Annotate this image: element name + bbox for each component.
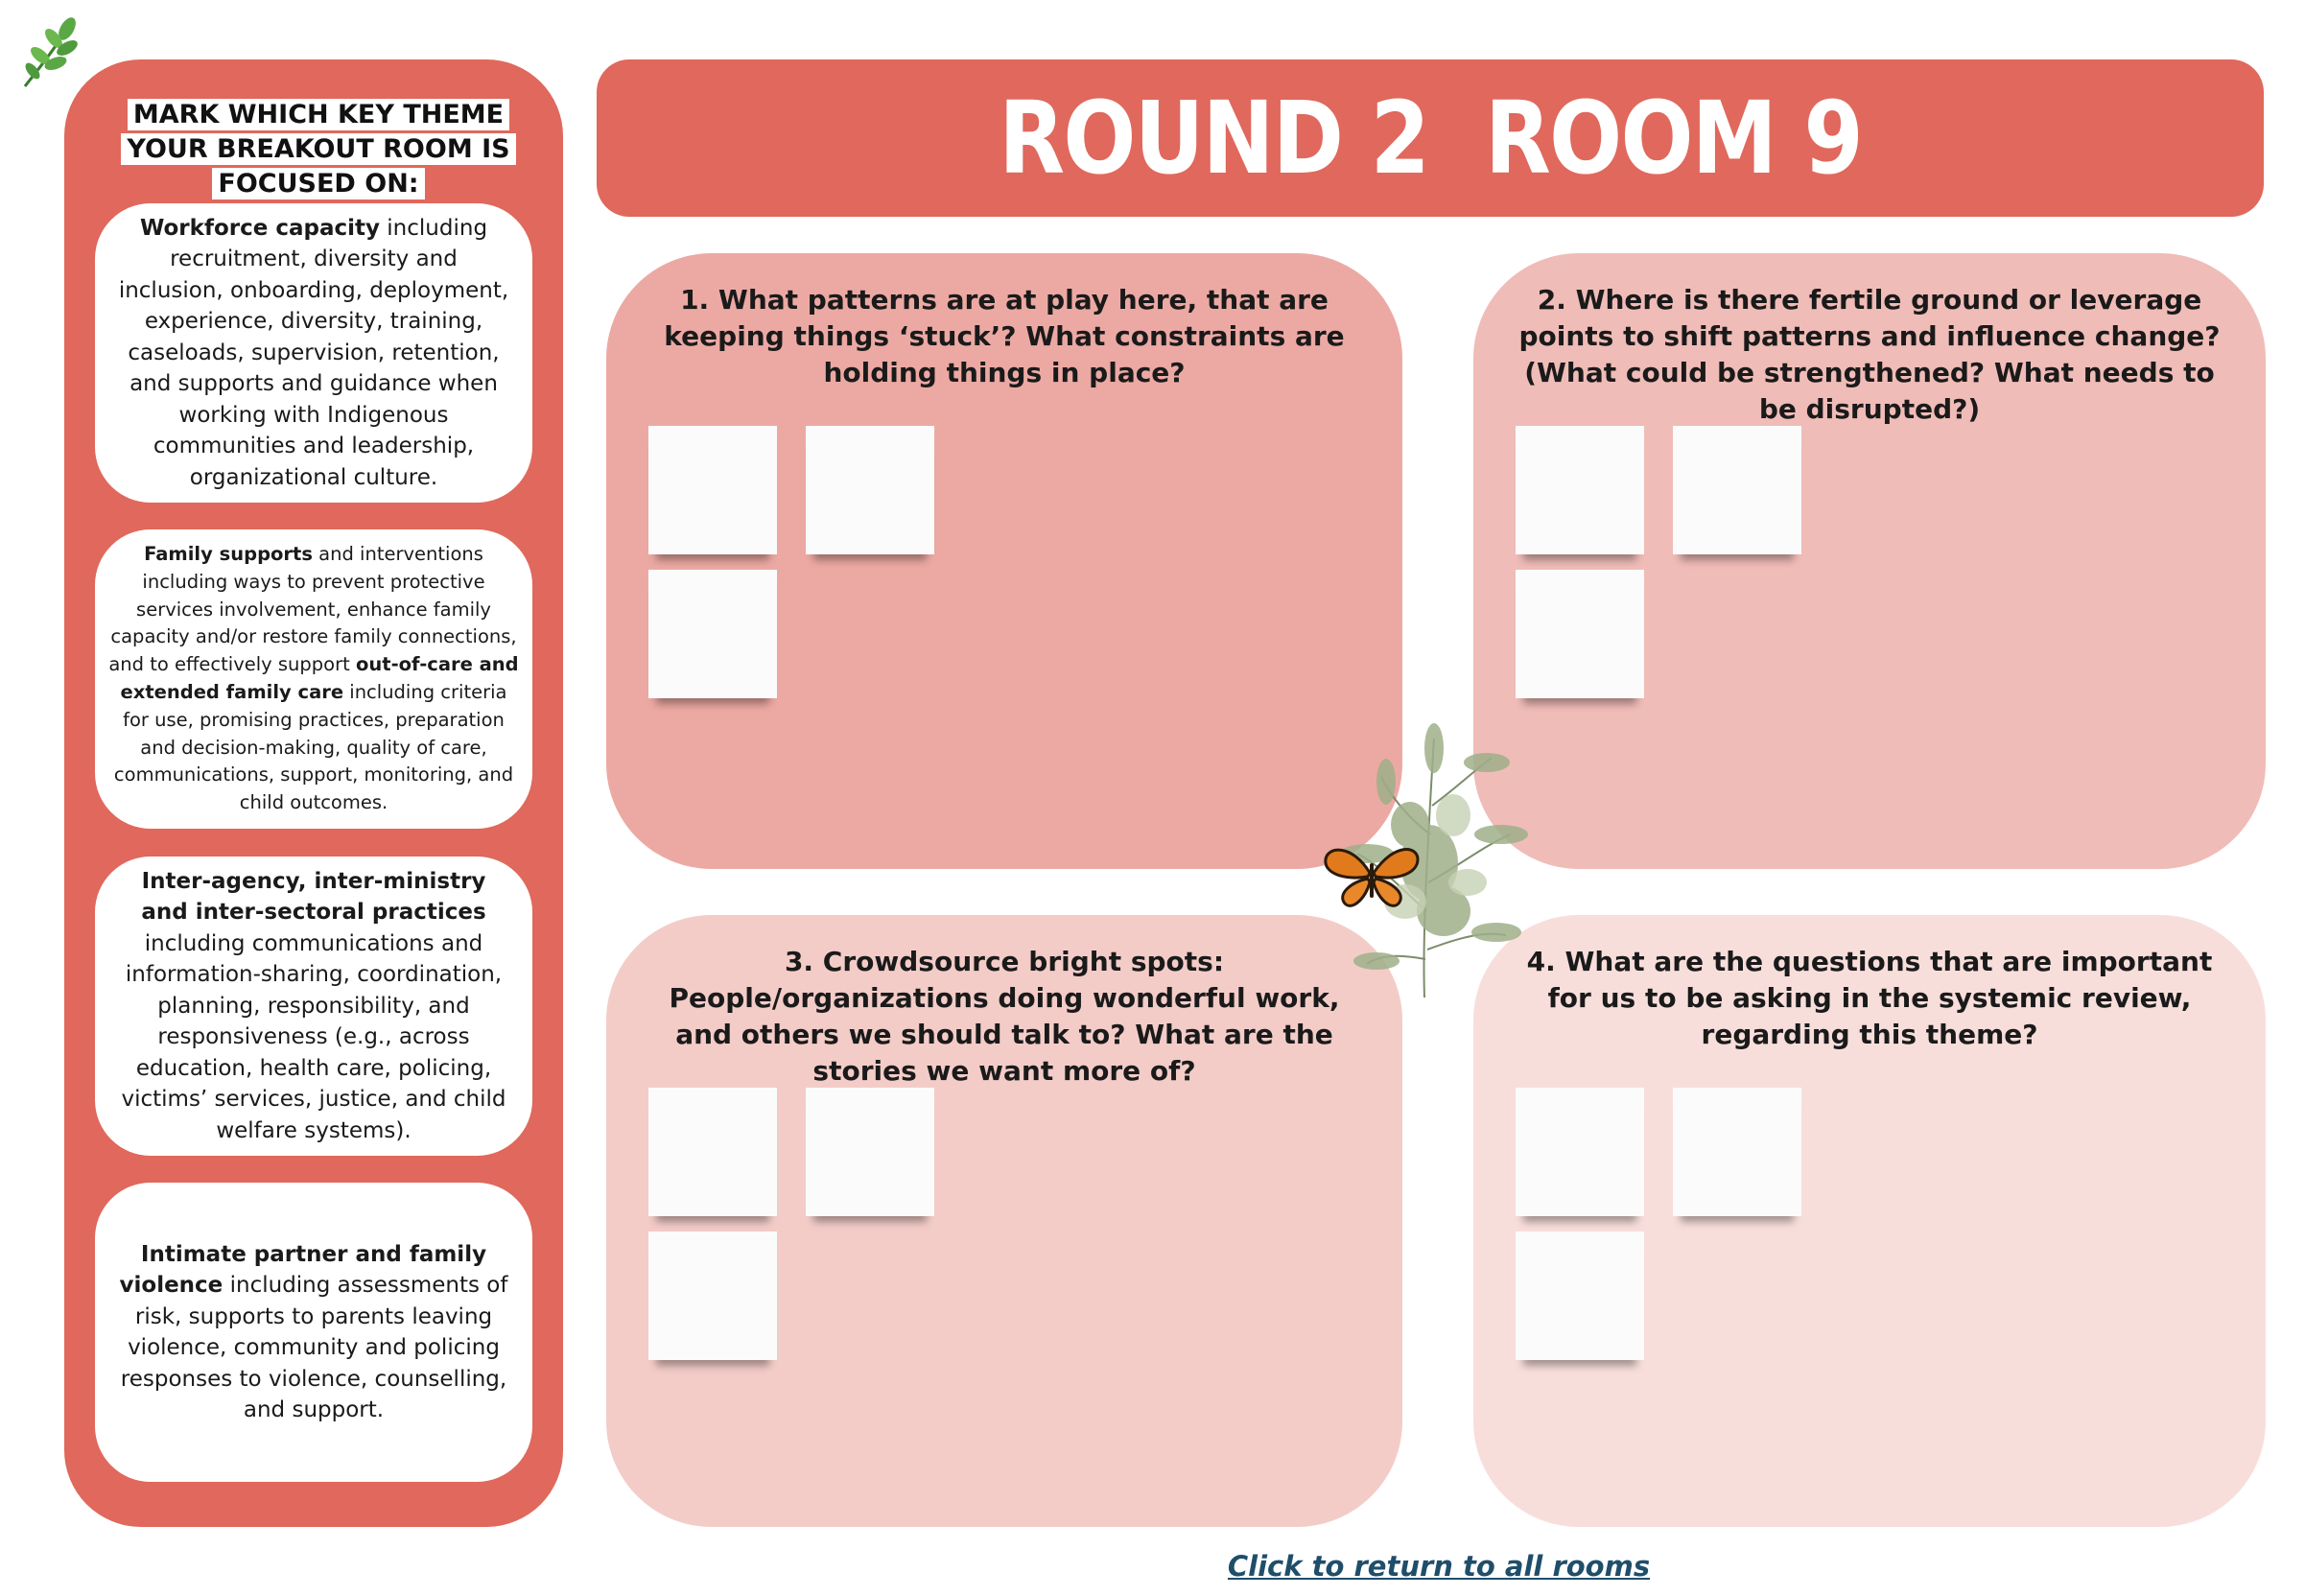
theme-title: Workforce capacity [139, 215, 380, 241]
theme-title: Family supports [144, 543, 313, 566]
theme-card-workforce[interactable] [95, 203, 532, 503]
quadrant-questions [1473, 915, 2266, 1527]
sticky-note[interactable] [1673, 1088, 1801, 1216]
quadrant-patterns [606, 253, 1402, 869]
theme-description: including criteria for use, promising practices, preparation and decision-making, quality of care, communications, support, monitoring, and child outcomes. [113, 681, 514, 814]
theme-description: including recruitment, diversity and inclusion, onboarding, deployment, experience, diversity, training, caseloads, supervision, retention, and supports and guidance when working with Indigenous communities and leadership, organizational culture. [118, 215, 509, 490]
theme-card-family-supports[interactable] [95, 529, 532, 829]
sticky-note[interactable] [648, 426, 777, 554]
theme-title: out-of-care and extended family care [120, 653, 519, 703]
sticky-note[interactable] [648, 1088, 777, 1216]
quadrant-bright-spots [606, 915, 1402, 1527]
theme-title: Inter-agency, inter-ministry and inter-sectoral practices [141, 868, 486, 926]
theme-text [118, 1239, 509, 1426]
quadrant-question: 4. What are the questions that are important for us to be asking in the systemic review, regarding this theme? [1526, 946, 2213, 1050]
sticky-note[interactable] [1516, 426, 1644, 554]
sticky-note[interactable] [1516, 1232, 1644, 1360]
quadrant-leverage-points [1473, 253, 2266, 869]
quadrant-question: 2. Where is there fertile ground or leverage points to shift patterns and influence change? (What could be strengthened? What needs to be disrupted?) [1518, 284, 2221, 425]
sticky-note[interactable] [806, 426, 934, 554]
sticky-note[interactable] [1673, 426, 1801, 554]
sidebar-heading: MARK WHICH KEY THEME YOUR BREAKOUT ROOM IS FOCUSED ON: [89, 98, 548, 201]
return-to-rooms-link[interactable]: Click to return to all rooms [1227, 1550, 1651, 1583]
theme-description: and interventions including ways to prevent protective services involvement, enhance family capacity and/or restore family connections, and to effectively support [108, 543, 517, 676]
quadrant-question: 1. What patterns are at play here, that are keeping things ‘stuck’? What constraints are holding things in place? [664, 284, 1345, 388]
title-banner [597, 59, 2264, 217]
leaf-logo-icon [13, 13, 90, 94]
theme-description: including assessments of risk, supports to parents leaving violence, community and policing responses to violence, counselling, and support. [120, 1273, 508, 1422]
page-title: ROUND 2 ROOM 9 [999, 80, 1862, 197]
theme-text [118, 213, 509, 494]
sticky-note[interactable] [1516, 1088, 1644, 1216]
sticky-note[interactable] [648, 1232, 777, 1360]
theme-card-intimate-partner-violence[interactable] [95, 1183, 532, 1482]
theme-title: Intimate partner and family violence [119, 1241, 487, 1298]
theme-card-inter-agency[interactable] [95, 857, 532, 1156]
quadrant-question: 3. Crowdsource bright spots: People/organizations doing wonderful work, and others we should talk to? What are the stories we want more of? [669, 946, 1340, 1087]
sticky-note[interactable] [648, 570, 777, 698]
plant-butterfly-icon [1300, 719, 1549, 1007]
theme-description: including communications and information-sharing, coordination, planning, responsibility, and responsiveness (e.g., across education, health care, policing, victims’ services, justice, and child welfare systems). [121, 930, 506, 1143]
sticky-note[interactable] [1516, 570, 1644, 698]
sticky-note[interactable] [806, 1088, 934, 1216]
theme-text [116, 866, 511, 1147]
theme-text [106, 541, 521, 817]
